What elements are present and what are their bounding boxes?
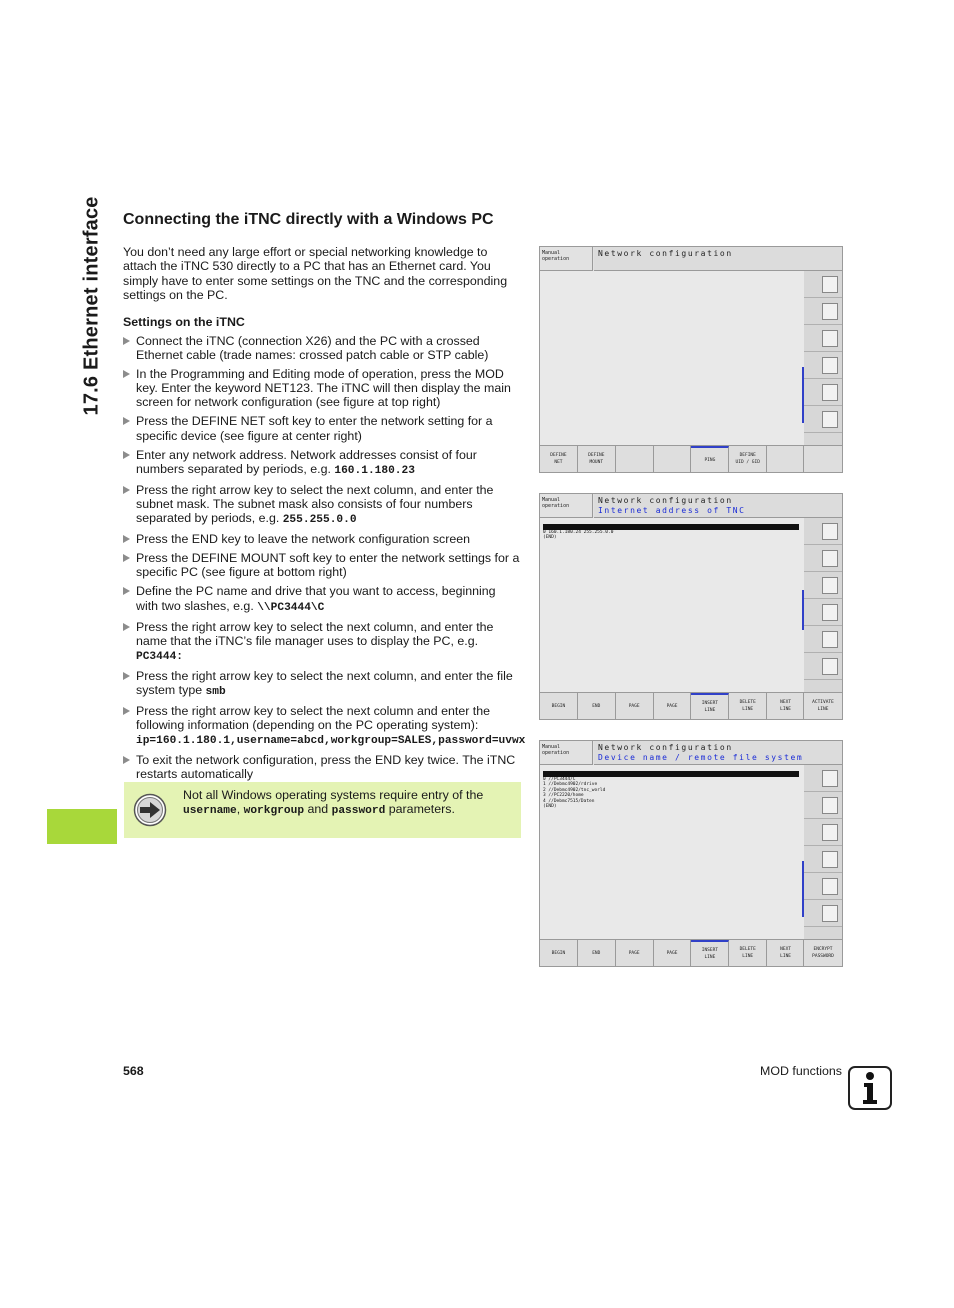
instruction-step-code: 160.1.180.23 bbox=[334, 464, 415, 477]
scr-mode-label: Manual operation bbox=[540, 247, 593, 271]
tool-icon bbox=[822, 550, 838, 567]
tnc-screenshot-2 bbox=[539, 493, 843, 720]
tnc-screenshot-1 bbox=[539, 246, 843, 473]
scr-vertical-softkey[interactable] bbox=[804, 900, 842, 927]
bullet-triangle-icon bbox=[123, 535, 130, 543]
scr-softkey[interactable]: PAGE bbox=[654, 940, 692, 966]
scr-softkey[interactable]: PAGE bbox=[616, 940, 654, 966]
scr-softkey-right[interactable]: ENCRYPT PASSWORD bbox=[803, 939, 842, 966]
tool-icon bbox=[822, 824, 838, 841]
instruction-step-text: Press the END key to leave the network configuration screen bbox=[136, 532, 471, 547]
scr-vertical-softkey[interactable] bbox=[804, 765, 842, 792]
scr-softkey-row bbox=[540, 692, 805, 719]
table-row: (END) bbox=[543, 803, 557, 809]
tool-icon bbox=[822, 523, 838, 540]
scr-softkey[interactable]: DEFINE MOUNT bbox=[578, 446, 616, 472]
settings-subheading: Settings on the iTNC bbox=[123, 315, 245, 329]
table-row: 4 //Debmc7515/Daten bbox=[543, 798, 595, 804]
scr-vertical-softkey[interactable] bbox=[804, 599, 842, 626]
arrow-right-icon bbox=[133, 793, 167, 827]
note-box bbox=[124, 782, 521, 838]
scr-table bbox=[543, 524, 799, 541]
scr-work-area bbox=[540, 518, 806, 694]
scr-mode-label: Manual operation bbox=[540, 494, 593, 518]
instruction-step bbox=[123, 669, 521, 699]
table-row: 3 //PC2220/home bbox=[543, 793, 584, 799]
scr-title: Network configuration Device name / remote file system bbox=[594, 741, 842, 765]
instruction-step-text: Press the right arrow key to select the next column, and enter the file system type bbox=[136, 668, 513, 697]
instruction-step bbox=[123, 584, 521, 614]
scr-scroll-marker bbox=[802, 367, 804, 423]
instruction-step-code: ip=160.1.180.1,username=abcd,workgroup=SALES,password=uvwx bbox=[136, 735, 526, 748]
instruction-step-code: \\PC3444\C bbox=[257, 601, 325, 614]
bullet-triangle-icon bbox=[123, 756, 130, 764]
instruction-step-code: PC3444: bbox=[136, 650, 183, 663]
scr-softkey[interactable]: INSERT LINE bbox=[691, 693, 729, 719]
tool-icon bbox=[822, 770, 838, 787]
tool-icon bbox=[822, 577, 838, 594]
tool-icon bbox=[822, 357, 838, 374]
scr-work-area bbox=[540, 271, 806, 447]
scr-vertical-softkey[interactable] bbox=[804, 572, 842, 599]
scr-scroll-marker bbox=[802, 590, 804, 630]
bullet-triangle-icon bbox=[123, 370, 130, 378]
scr-subtitle: Device name / remote file system bbox=[598, 753, 804, 762]
scr-softkey[interactable] bbox=[654, 446, 692, 472]
instruction-step-text: In the Programming and Editing mode of operation, press the MOD key. Enter the keyword NET123. The iTNC will then display the main screen for network configuration (see figure at top right) bbox=[136, 367, 511, 410]
scr-softkey-right[interactable] bbox=[803, 445, 842, 472]
scr-softkey[interactable]: DELETE LINE bbox=[729, 940, 767, 966]
tool-icon bbox=[822, 411, 838, 428]
instruction-step-code: smb bbox=[205, 685, 226, 698]
scr-vertical-softkey[interactable] bbox=[804, 518, 842, 545]
intro-paragraph: You don’t need any large effort or special networking knowledge to attach the iTNC 530 directly to a PC that has an Ethernet card. You simply have to enter some settings on the TNC and the corresponding settings on the PC. bbox=[123, 245, 508, 303]
scr-softkey[interactable]: BEGIN bbox=[540, 940, 578, 966]
tool-icon bbox=[822, 851, 838, 868]
scr-vertical-softkey[interactable] bbox=[804, 545, 842, 572]
tool-icon bbox=[822, 303, 838, 320]
page-number: 568 bbox=[123, 1064, 144, 1078]
scr-softkey[interactable] bbox=[616, 446, 654, 472]
scr-vertical-softkey[interactable] bbox=[804, 819, 842, 846]
tool-icon bbox=[822, 797, 838, 814]
scr-softkey[interactable]: END bbox=[578, 940, 616, 966]
chapter-side-title-text: 17.6 Ethernet interface bbox=[80, 196, 103, 416]
bullet-triangle-icon bbox=[123, 554, 130, 562]
tool-icon bbox=[822, 384, 838, 401]
scr-vertical-softkey[interactable] bbox=[804, 626, 842, 653]
bullet-triangle-icon bbox=[123, 417, 130, 425]
tool-icon bbox=[822, 276, 838, 293]
scr-vertical-softkeys bbox=[804, 271, 842, 447]
scr-vertical-softkey[interactable] bbox=[804, 298, 842, 325]
table-row: 0 //PC3444/C bbox=[543, 776, 576, 782]
tool-icon bbox=[822, 905, 838, 922]
scr-title: Network configuration bbox=[594, 247, 842, 271]
scr-work-area bbox=[540, 765, 806, 941]
chapter-tab-marker bbox=[47, 809, 117, 844]
instruction-step-text: Press the DEFINE NET soft key to enter the network setting for a specific device (see figure at center right) bbox=[136, 414, 493, 443]
scr-softkey-row bbox=[540, 939, 805, 966]
instruction-step bbox=[123, 704, 526, 748]
tool-icon bbox=[822, 878, 838, 895]
bullet-triangle-icon bbox=[123, 486, 130, 494]
scr-mode-label: Manual operation bbox=[540, 741, 593, 765]
instruction-step-text: Enter any network address. Network addresses consist of four numbers separated by periods, e.g. bbox=[136, 447, 477, 476]
tool-icon bbox=[822, 631, 838, 648]
scr-vertical-softkey[interactable] bbox=[804, 325, 842, 352]
bullet-triangle-icon bbox=[123, 672, 130, 680]
instruction-step bbox=[123, 551, 521, 579]
info-icon bbox=[848, 1066, 892, 1110]
table-row: (END) bbox=[543, 535, 557, 541]
instruction-step bbox=[123, 532, 521, 546]
instruction-step bbox=[123, 620, 521, 664]
instruction-step-text: Connect the iTNC (connection X26) and the PC with a crossed Ethernet cable (trade names: crossed patch cable or STP cable) bbox=[136, 334, 489, 363]
scr-vertical-softkey[interactable] bbox=[804, 653, 842, 680]
scr-vertical-softkey[interactable] bbox=[804, 873, 842, 900]
scr-softkey[interactable]: DEFINE UID / GID bbox=[729, 446, 767, 472]
scr-softkey[interactable]: PING bbox=[691, 446, 729, 472]
scr-vertical-softkey[interactable] bbox=[804, 406, 842, 433]
instruction-list bbox=[123, 334, 526, 787]
instruction-step-text: Press the DEFINE MOUNT soft key to enter the network settings for a specific PC (see figure at bottom right) bbox=[136, 551, 520, 580]
bullet-triangle-icon bbox=[123, 337, 130, 345]
scr-softkey[interactable] bbox=[767, 446, 805, 472]
instruction-step bbox=[123, 414, 521, 442]
instruction-step-text: Define the PC name and drive that you want to access, beginning with two slashes, e.g. bbox=[136, 584, 496, 613]
table-row: 2 //Debmc4902/tnc_world bbox=[543, 787, 606, 793]
instruction-step-text: To exit the network configuration, press the END key twice. The iTNC restarts automatically bbox=[136, 753, 516, 782]
instruction-step bbox=[123, 448, 521, 478]
scr-vertical-softkey[interactable] bbox=[804, 792, 842, 819]
scr-softkey[interactable]: PAGE bbox=[616, 693, 654, 719]
scr-softkey[interactable]: DEFINE NET bbox=[540, 446, 578, 472]
scr-softkey[interactable]: NEXT LINE bbox=[767, 693, 805, 719]
scr-table bbox=[543, 771, 799, 809]
footer-section-name: MOD functions bbox=[760, 1064, 842, 1078]
note-text: Not all Windows operating systems require entry of the username, workgroup and password parameters. bbox=[183, 788, 484, 818]
bullet-triangle-icon bbox=[123, 587, 130, 595]
scr-softkey-right[interactable]: ACTIVATE LINE bbox=[803, 692, 842, 719]
instruction-step-text: Press the right arrow key to select the next column and enter the following information (depending on the PC operating system): bbox=[136, 704, 491, 733]
instruction-step bbox=[123, 753, 521, 781]
scr-scroll-marker bbox=[802, 861, 804, 917]
scr-vertical-softkey[interactable] bbox=[804, 846, 842, 873]
instruction-step-code: 255.255.0.0 bbox=[282, 514, 357, 527]
tool-icon bbox=[822, 658, 838, 675]
scr-softkey[interactable]: BEGIN bbox=[540, 693, 578, 719]
scr-vertical-softkey[interactable] bbox=[804, 379, 842, 406]
scr-title: Network configuration Internet address of TNC bbox=[594, 494, 842, 518]
bullet-triangle-icon bbox=[123, 623, 130, 631]
scr-softkey[interactable]: INSERT LINE bbox=[691, 940, 729, 966]
scr-softkey-row bbox=[540, 445, 805, 472]
scr-softkey[interactable]: DELETE LINE bbox=[729, 693, 767, 719]
scr-vertical-softkey[interactable] bbox=[804, 352, 842, 379]
table-row: 0 160.1.180.24 255.255.0.0 bbox=[543, 529, 614, 535]
instruction-step-text: Press the right arrow key to select the next column, and enter the name that the iTNC’s file manager uses to display the PC, e.g. bbox=[136, 619, 494, 648]
instruction-step-text: Press the right arrow key to select the next column, and enter the subnet mask. The subnet mask also consists of four numbers separated by periods, e.g. bbox=[136, 482, 494, 526]
scr-softkey[interactable]: END bbox=[578, 693, 616, 719]
tool-icon bbox=[822, 604, 838, 621]
scr-vertical-softkeys bbox=[804, 765, 842, 941]
instruction-step bbox=[123, 367, 521, 409]
scr-softkey[interactable]: PAGE bbox=[654, 693, 692, 719]
instruction-step bbox=[123, 483, 521, 527]
scr-subtitle: Internet address of TNC bbox=[598, 506, 746, 515]
bullet-triangle-icon bbox=[123, 451, 130, 459]
bullet-triangle-icon bbox=[123, 707, 130, 715]
scr-softkey[interactable]: NEXT LINE bbox=[767, 940, 805, 966]
scr-vertical-softkey[interactable] bbox=[804, 271, 842, 298]
table-row: 1 //Debmc4902/rdrive bbox=[543, 782, 598, 788]
instruction-step bbox=[123, 334, 521, 362]
tool-icon bbox=[822, 330, 838, 347]
tnc-screenshot-3 bbox=[539, 740, 843, 967]
chapter-side-title bbox=[80, 196, 104, 416]
scr-vertical-softkeys bbox=[804, 518, 842, 694]
section-heading: Connecting the iTNC directly with a Windows PC bbox=[123, 211, 494, 228]
